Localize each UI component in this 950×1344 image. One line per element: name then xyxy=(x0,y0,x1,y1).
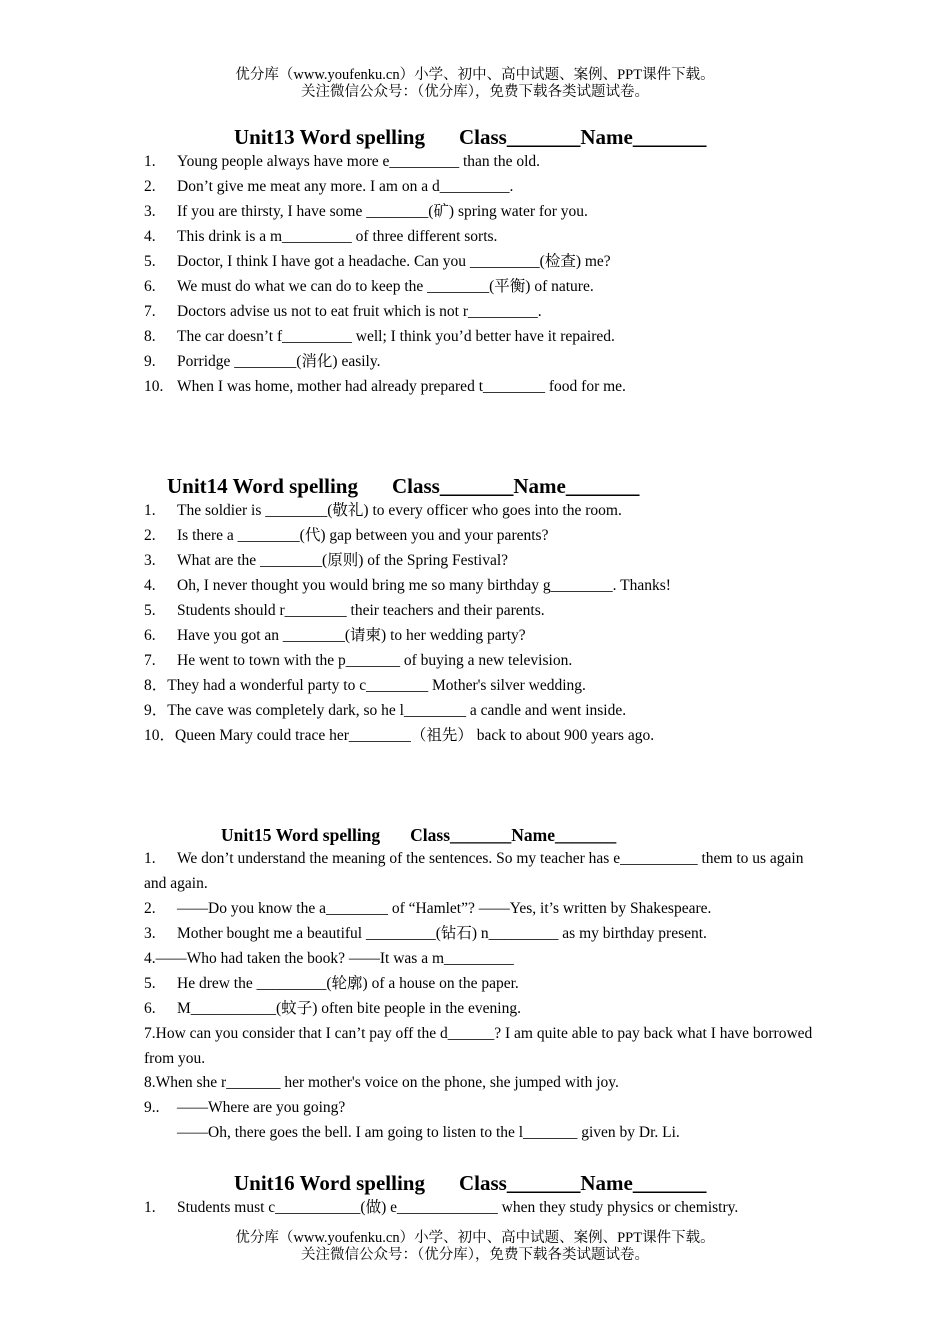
item-text: When she r_______ her mother's voice on the phone, she jumped with joy. xyxy=(155,1074,619,1091)
unit13-title: Unit13 Word spelling xyxy=(234,125,425,149)
item-text: Is there a ________(代) gap between you and your parents? xyxy=(177,527,549,544)
item-text: Mother bought me a beautiful _________(钻石) n_________ as my birthday present. xyxy=(177,925,707,942)
unit16-title: Unit16 Word spelling xyxy=(234,1171,425,1195)
item-number: 7. xyxy=(144,303,156,320)
unit14-item-6 xyxy=(144,626,526,646)
item-text: The cave was completely dark, so he l________ a candle and went inside. xyxy=(167,702,627,719)
item-number: 10. xyxy=(144,378,164,395)
item-text: He went to town with the p_______ of buying a new television. xyxy=(177,652,573,669)
page-footer xyxy=(0,1230,950,1264)
unit15-item-2 xyxy=(144,899,711,919)
item-text: M___________(蚊子) often bite people in the evening. xyxy=(177,1000,521,1017)
item-number: 9． xyxy=(144,702,168,719)
item-text: ——Where are you going? xyxy=(177,1099,346,1116)
item-text: Students must c___________(做) e_____________ when they study physics or chemistry. xyxy=(177,1199,739,1216)
item-number: 5. xyxy=(144,253,156,270)
item-text: He drew the _________(轮廓) of a house on the paper. xyxy=(177,975,519,992)
item-text: Students should r________ their teachers and their parents. xyxy=(177,602,545,619)
item-number: 3. xyxy=(144,203,156,220)
unit14-item-8 xyxy=(144,676,586,696)
item-number: 7. xyxy=(144,1025,156,1042)
unit14-item-10 xyxy=(144,726,654,746)
header-line-2: 关注微信公众号：（优分库），免费下载各类试题试卷。 xyxy=(301,84,649,100)
unit16-title-bar xyxy=(234,1171,706,1195)
unit15-item-8 xyxy=(144,1073,619,1093)
unit13-item-2 xyxy=(144,177,513,197)
item-number: 4. xyxy=(144,577,156,594)
item-number: 1. xyxy=(144,850,156,867)
unit13-item-8 xyxy=(144,327,615,347)
page-header xyxy=(0,67,950,101)
item-text: They had a wonderful party to c________ Mother's silver wedding. xyxy=(167,677,586,694)
footer-line-1: 优分库（www.youfenku.cn）小学、初中、高中试题、案例、PPT课件下载。 xyxy=(235,1230,715,1246)
item-number: 5. xyxy=(144,602,156,619)
item-text: ——Oh, there goes the bell. I am going to listen to the l_______ given by Dr. Li. xyxy=(177,1124,680,1141)
unit14-item-2 xyxy=(144,526,548,546)
item-number: 1. xyxy=(144,1199,156,1216)
unit14-title: Unit14 Word spelling xyxy=(167,474,358,498)
item-number: 6. xyxy=(144,1000,156,1017)
item-number: 8. xyxy=(144,1074,156,1091)
item-text: The car doesn’t f_________ well; I think you’d better have it repaired. xyxy=(177,328,615,345)
item-number: 2. xyxy=(144,178,156,195)
item-number: 6. xyxy=(144,627,156,644)
unit16-item-1 xyxy=(144,1198,738,1218)
unit13-item-10 xyxy=(144,377,626,397)
unit15-item-1 xyxy=(144,846,814,896)
item-text: Don’t give me meat any more. I am on a d_________. xyxy=(177,178,514,195)
unit15-item-9-continued xyxy=(144,1123,680,1143)
item-text: When I was home, mother had already prepared t________ food for me. xyxy=(177,378,626,395)
unit15-item-7 xyxy=(144,1021,814,1071)
unit15-class-name-label: Class_______Name_______ xyxy=(410,825,617,845)
footer-line-2: 关注微信公众号：（优分库），免费下载各类试题试卷。 xyxy=(301,1247,649,1263)
unit13-item-3 xyxy=(144,202,588,222)
item-text: If you are thirsty, I have some ________(矿) spring water for you. xyxy=(177,203,588,220)
item-number: 9. xyxy=(144,353,156,370)
item-text: Oh, I never thought you would bring me so many birthday g________. Thanks! xyxy=(177,577,671,594)
unit15-item-6 xyxy=(144,999,521,1019)
unit13-item-9 xyxy=(144,352,380,372)
unit13-item-6 xyxy=(144,277,594,297)
item-text: Young people always have more e_________ than the old. xyxy=(177,153,541,170)
item-number: 2. xyxy=(144,900,156,917)
unit15-item-3 xyxy=(144,924,707,944)
unit14-item-3 xyxy=(144,551,508,571)
item-text: Doctors advise us not to eat fruit which is not r_________. xyxy=(177,303,542,320)
item-number: 5. xyxy=(144,975,156,992)
item-text: Have you got an ________(请柬) to her wedding party? xyxy=(177,627,526,644)
item-text: ——Do you know the a________ of “Hamlet”? ——Yes, it’s written by Shakespeare. xyxy=(177,900,712,917)
unit15-item-5 xyxy=(144,974,519,994)
item-text: How can you consider that I can’t pay off the d______? I am quite able to pay back what I have borrowed from you. xyxy=(144,1025,813,1067)
item-text: Porridge ________(消化) easily. xyxy=(177,353,381,370)
item-number: 2. xyxy=(144,527,156,544)
unit14-item-4 xyxy=(144,576,671,596)
unit13-item-7 xyxy=(144,302,542,322)
item-text: Queen Mary could trace her________（祖先） back to about 900 years ago. xyxy=(175,727,655,744)
unit15-title: Unit15 Word spelling xyxy=(221,825,381,845)
item-number: 8. xyxy=(144,328,156,345)
header-line-1: 优分库（www.youfenku.cn）小学、初中、高中试题、案例、PPT课件下载。 xyxy=(235,67,715,83)
unit14-item-5 xyxy=(144,601,545,621)
item-text: What are the ________(原则) of the Spring Festival? xyxy=(177,552,509,569)
unit13-item-4 xyxy=(144,227,497,247)
unit14-item-1 xyxy=(144,501,622,521)
unit14-item-7 xyxy=(144,651,572,671)
item-text: We must do what we can do to keep the ________(平衡) of nature. xyxy=(177,278,594,295)
unit16-class-name-label: Class_______Name_______ xyxy=(459,1171,707,1195)
item-text: Doctor, I think I have got a headache. Can you _________(检查) me? xyxy=(177,253,611,270)
item-number: 3. xyxy=(144,925,156,942)
item-number: 4. xyxy=(144,228,156,245)
unit14-class-name-label: Class_______Name_______ xyxy=(392,474,640,498)
unit13-item-5 xyxy=(144,252,611,272)
item-number: 3. xyxy=(144,552,156,569)
unit14-title-bar xyxy=(167,474,639,498)
item-number: 10． xyxy=(144,727,176,744)
unit15-item-4 xyxy=(144,949,514,969)
item-text: We don’t understand the meaning of the sentences. So my teacher has e__________ them to us again and again. xyxy=(144,850,804,892)
item-number: 8． xyxy=(144,677,168,694)
item-number: 1. xyxy=(144,153,156,170)
unit13-class-name-label: Class_______Name_______ xyxy=(459,125,707,149)
item-text: ——Who had taken the book? ——It was a m_________ xyxy=(155,950,514,967)
unit13-title-bar xyxy=(234,125,706,149)
item-text: This drink is a m_________ of three different sorts. xyxy=(177,228,498,245)
unit15-title-bar xyxy=(221,823,616,847)
item-text: The soldier is ________(敬礼) to every officer who goes into the room. xyxy=(177,502,622,519)
item-number: 7. xyxy=(144,652,156,669)
item-number: 6. xyxy=(144,278,156,295)
unit15-item-9 xyxy=(144,1098,345,1118)
unit14-item-9 xyxy=(144,701,626,721)
item-number: 9.. xyxy=(144,1099,160,1116)
item-number: 4. xyxy=(144,950,156,967)
unit13-item-1 xyxy=(144,152,540,172)
item-number: 1. xyxy=(144,502,156,519)
